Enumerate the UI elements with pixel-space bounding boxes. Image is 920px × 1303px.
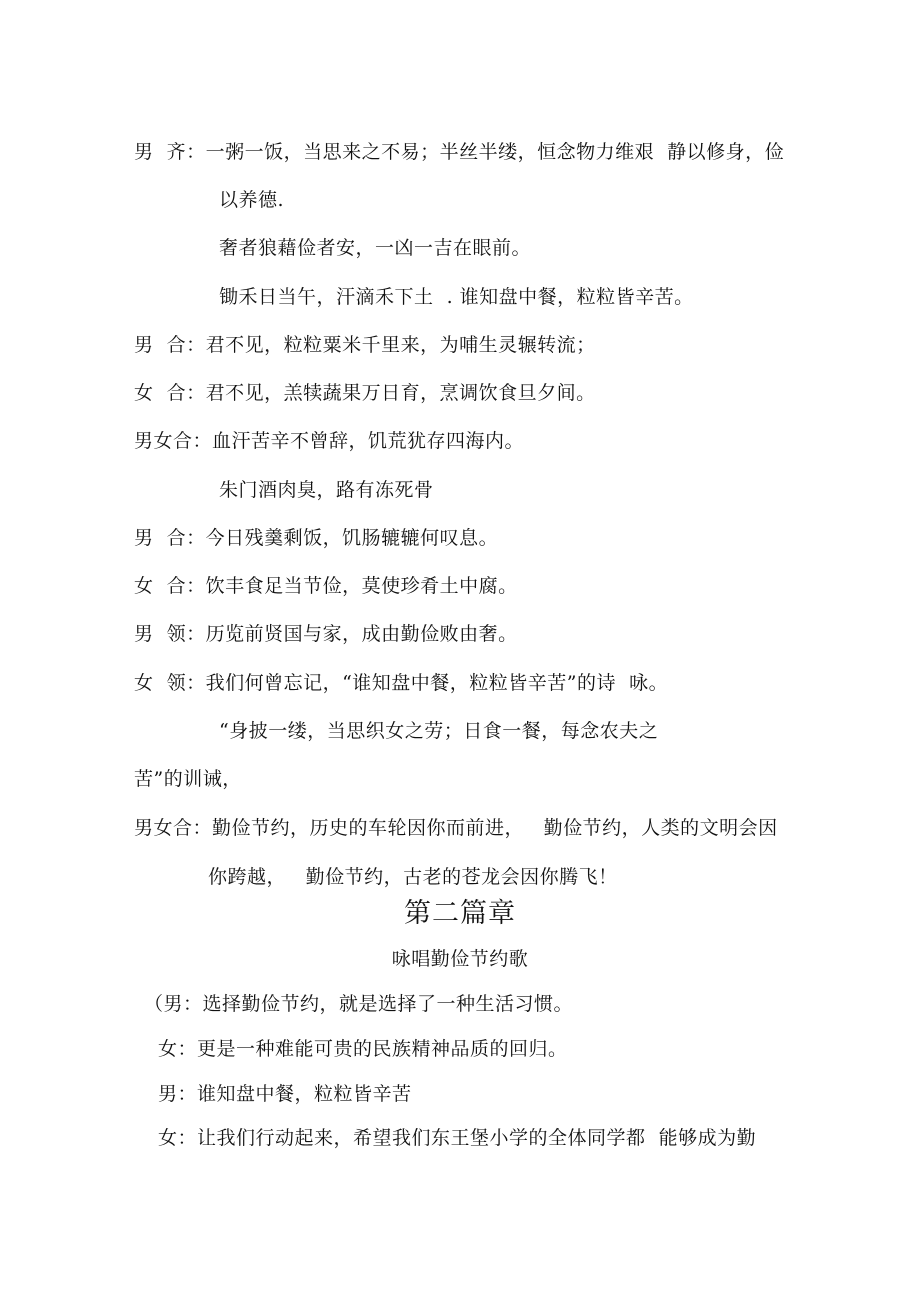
text-line: 女 领：我们何曾忘记，“谁知盘中餐，粒粒皆辛苦”的诗 咏。 <box>134 672 669 694</box>
text-line: 男 齐：一粥一饭，当思来之不易；半丝半缕，恒念物力维艰 静以修身，俭 <box>134 141 785 163</box>
text-line: 苦”的训诫， <box>134 768 242 790</box>
text-line: “身披一缕，当思织女之劳；日食一餐，每念农夫之 <box>219 720 659 742</box>
text-line: 以养德. <box>219 189 285 211</box>
text-line: 男女合：勤俭节约，历史的车轮因你而前进， 勤俭节约，人类的文明会因 <box>134 817 778 839</box>
text-line: 朱门酒肉臭，路有冻死骨 <box>219 479 434 501</box>
dialogue-line: 男：谁知盘中餐，粒粒皆辛苦 <box>158 1083 412 1105</box>
text-line: 奢者狼藉俭者安，一凶一吉在眼前。 <box>219 237 532 259</box>
text-line: 男女合：血汗苦辛不曾辞，饥荒犹存四海内。 <box>134 430 525 452</box>
text-line: 男 合：君不见，粒粒粟米千里来，为哺生灵辗转流； <box>134 334 596 356</box>
text-line: 男 合：今日残羹剩饭，饥肠辘辘何叹息。 <box>134 527 499 549</box>
chapter-subtitle: 咏唱勤俭节约歌 <box>391 948 529 970</box>
dialogue-line: （男：选择勤俭节约，就是选择了一种生活习惯。 <box>144 993 574 1015</box>
dialogue-line: 女：更是一种难能可贵的民族精神品质的回归。 <box>158 1038 568 1060</box>
text-line: 女 合：饮丰食足当节俭，莫使珍肴土中腐。 <box>134 575 518 597</box>
dialogue-line: 女：让我们行动起来，希望我们东王堡小学的全体同学都 能够成为勤 <box>158 1127 757 1149</box>
text-line: 锄禾日当午，汗滴禾下土 . 谁知盘中餐，粒粒皆辛苦。 <box>219 286 694 308</box>
text-line: 男 领：历览前贤国与家，成由勤俭败由奢。 <box>134 623 518 645</box>
text-line: 你跨越， 勤俭节约，古老的苍龙会因你腾飞！ <box>208 866 618 888</box>
text-line: 女 合：君不见，羔犊蔬果万日育，烹调饮食旦夕间。 <box>134 382 596 404</box>
chapter-title: 第二篇章 <box>404 898 516 929</box>
